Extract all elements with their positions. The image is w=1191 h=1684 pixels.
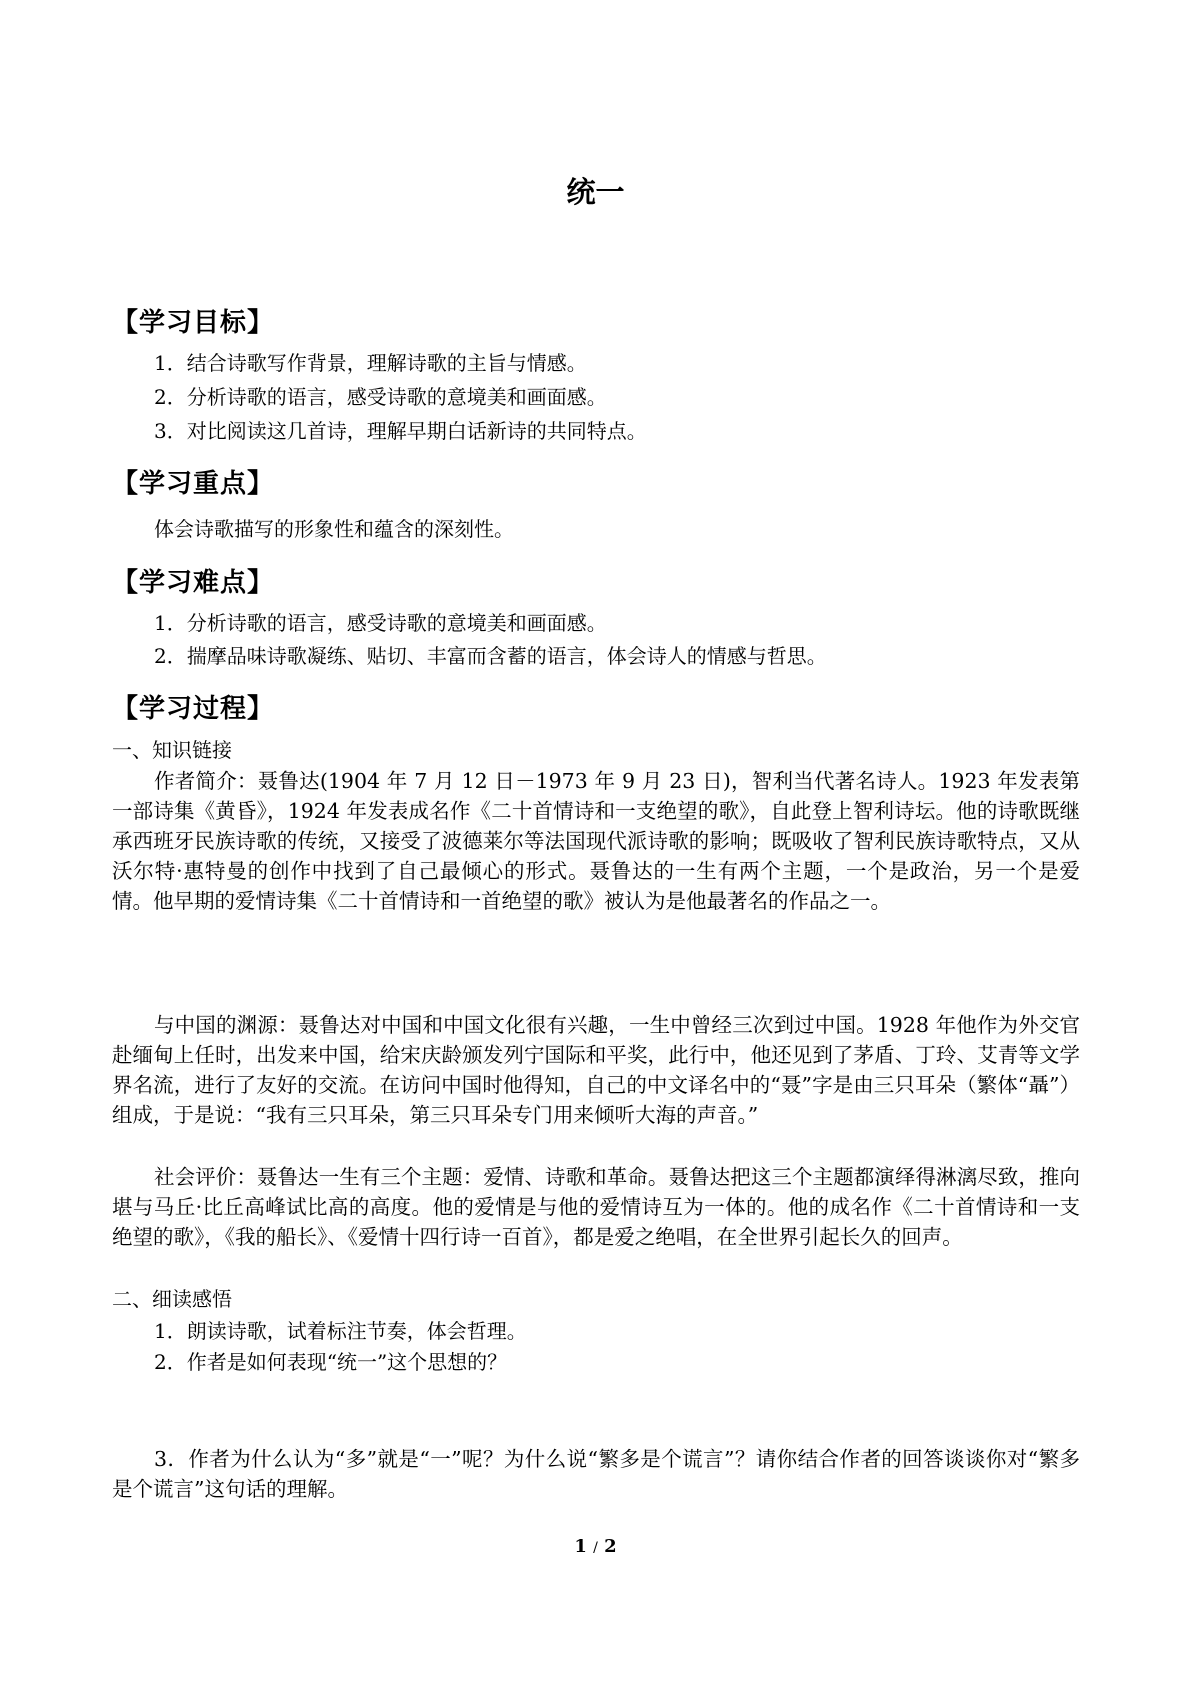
china-connection-paragraph: 与中国的渊源：聂鲁达对中国和中国文化很有兴趣，一生中曾经三次到过中国。1928 年他作为外交官赴缅甸上任时，出发来中国，给宋庆龄颁发列宁国际和平奖，此行中，他还见到了茅盾、丁玲、艾青等文学界名流，进行了友好的交流。在访问中国时他得知，自己的中文译名中的“聂”字是由三只耳朵（繁体“聶”）组成，于是说：“我有三只耳朵，第三只耳朵专门用来倾听大海的声音。”: [112, 1013, 1080, 1127]
difficulty-item-1: 1．分析诗歌的语言，感受诗歌的意境美和画面感。: [154, 611, 607, 635]
page-title: 统一: [566, 175, 625, 209]
question-1: 1．朗读诗歌，试着标注节奏，体会哲理。: [154, 1319, 527, 1343]
objective-item-3: 3．对比阅读这几首诗，理解早期白话新诗的共同特点。: [154, 419, 647, 443]
question-3: 3．作者为什么认为“多”就是“一”呢？为什么说“繁多是个谎言”？请你结合作者的回答谈谈你对“繁多是个谎言”这句话的理解。: [112, 1447, 1080, 1501]
page-total: 2: [604, 1536, 617, 1557]
process-heading: 【学习过程】: [112, 694, 275, 724]
objective-item-2: 2．分析诗歌的语言，感受诗歌的意境美和画面感。: [154, 385, 607, 409]
section-close-reading-title: 二、细读感悟: [112, 1287, 232, 1311]
social-review-paragraph: 社会评价：聂鲁达一生有三个主题：爱情、诗歌和革命。聂鲁达把这三个主题都演绎得淋漓尽致，推向堪与马丘·比丘高峰试比高的高度。他的爱情是与他的爱情诗互为一体的。他的成名作《二十首情诗和一支绝望的歌》，《我的船长》、《爱情十四行诗一百首》，都是爱之绝唱，在全世界引起长久的回声。: [112, 1165, 1080, 1249]
page-current: 1: [574, 1536, 587, 1557]
key-points-heading: 【学习重点】: [112, 469, 275, 499]
difficulties-heading: 【学习难点】: [112, 568, 275, 598]
page-number: [0, 1536, 1191, 1557]
question-2: 2．作者是如何表现“统一”这个思想的？: [154, 1350, 508, 1374]
key-points-text: 体会诗歌描写的形象性和蕴含的深刻性。: [154, 517, 514, 541]
difficulty-item-2: 2．揣摩品味诗歌凝练、贴切、丰富而含蓄的语言，体会诗人的情感与哲思。: [154, 644, 827, 668]
objectives-heading: 【学习目标】: [112, 308, 275, 338]
section-knowledge-link-title: 一、知识链接: [112, 738, 232, 762]
author-intro-paragraph: 作者简介：聂鲁达(1904 年 7 月 12 日－1973 年 9 月 23 日)，智利当代著名诗人。1923 年发表第一部诗集《黄昏》，1924 年发表成名作《二十首情诗和一支绝望的歌》，自此登上智利诗坛。他的诗歌既继承西班牙民族诗歌的传统，又接受了波德莱尔等法国现代派诗歌的影响；既吸收了智利民族诗歌特点，又从沃尔特·惠特曼的创作中找到了自己最倾心的形式。聂鲁达的一生有两个主题，一个是政治，另一个是爱情。他早期的爱情诗集《二十首情诗和一首绝望的歌》被认为是他最著名的作品之一。: [112, 769, 1080, 913]
page-separator: /: [593, 1540, 598, 1556]
objective-item-1: 1．结合诗歌写作背景，理解诗歌的主旨与情感。: [154, 351, 587, 375]
